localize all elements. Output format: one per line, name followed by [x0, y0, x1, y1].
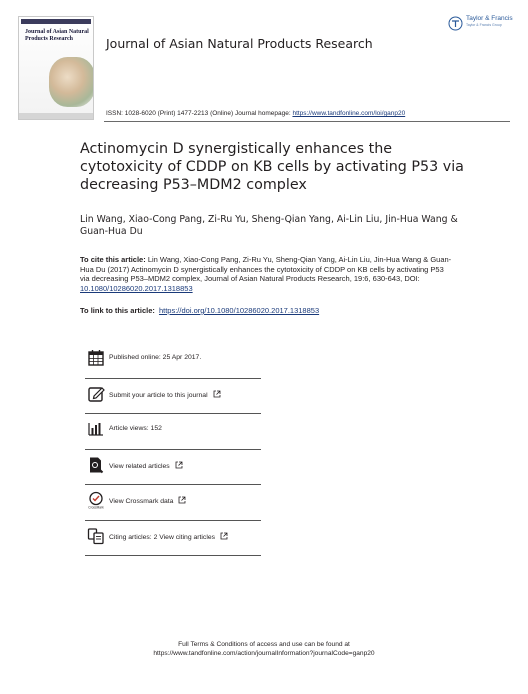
cite-text: Lin Wang, Xiao-Cong Pang, Zi-Ru Yu, Sheng-Qian Yang, Ai-Lin Liu, Jin-Hua Wang & Guan-Hua Du (2017) Actinomycin D synergistically enhances the cytotoxicity of CDDP on KB cells by activating P53 via decreasing P53–MDM2 complex, Journal of Asian Natural Products Research, 19:6, 630-643, DOI: — [80, 255, 452, 283]
external-link-icon — [213, 390, 221, 398]
bar-chart-icon — [87, 420, 105, 438]
submit-article-link[interactable]: Submit your article to this journal — [109, 391, 208, 399]
edit-icon — [87, 385, 105, 403]
article-title: Actinomycin D synergistically enhances the cytotoxicity of CDDP on KB cells by activating P53 via decreasing P53–MDM2 complex — [80, 141, 464, 193]
calendar-icon — [87, 349, 105, 367]
crossmark-icon — [87, 491, 105, 509]
terms-footer — [0, 640, 528, 658]
published-online-text: Published online: 25 Apr 2017. — [109, 354, 202, 361]
crossmark-item[interactable] — [85, 485, 261, 521]
search-document-icon — [87, 456, 105, 474]
article-authors: Lin Wang, Xiao-Cong Pang, Zi-Ru Yu, Sheng-Qian Yang, Ai-Lin Liu, Jin-Hua Wang & Guan-Hua Du — [80, 214, 458, 237]
citing-articles-link[interactable]: Citing articles: 2 View citing articles — [109, 533, 216, 541]
published-online-item — [85, 343, 261, 379]
article-views-item — [85, 414, 261, 450]
journal-title: Journal of Asian Natural Products Research — [106, 36, 373, 51]
footer-terms-text: Full Terms & Conditions of access and use can be found at — [178, 641, 350, 648]
cover-molecule-illustration — [49, 57, 94, 107]
article-info-list — [85, 343, 261, 556]
journal-homepage-link[interactable]: https://www.tandfonline.com/loi/ganp20 — [292, 110, 406, 117]
journal-cover-image — [18, 16, 94, 120]
cite-doi-link[interactable]: 10.1080/10286020.2017.1318853 — [80, 283, 193, 293]
article-link-block — [80, 306, 319, 315]
crossmark-link[interactable]: View Crossmark data — [109, 498, 174, 505]
citation-block — [80, 255, 452, 293]
cite-label: To cite this article: — [80, 255, 146, 264]
publisher-name: Taylor & Francis — [466, 15, 513, 22]
cover-journal-name: Journal of Asian Natural Products Research — [25, 29, 89, 42]
issn-text: ISSN: 1028-6020 (Print) 1477-2213 (Online) Journal homepage: — [106, 110, 293, 117]
external-link-icon — [175, 461, 183, 469]
citing-articles-item[interactable] — [85, 521, 261, 557]
taylor-francis-logo-icon — [448, 16, 463, 31]
link-label: To link to this article: — [80, 306, 155, 315]
crossmark-icon-label: CrossMark — [88, 505, 104, 509]
footer-terms-url[interactable]: https://www.tandfonline.com/action/journalInformation?journalCode=ganp20 — [153, 650, 375, 657]
submit-article-item[interactable] — [85, 379, 261, 415]
external-link-icon — [178, 496, 186, 504]
issn-line — [106, 110, 405, 117]
related-articles-link[interactable]: View related articles — [109, 462, 170, 470]
related-articles-item[interactable] — [85, 450, 261, 486]
external-link-icon — [220, 532, 228, 540]
publisher-tagline: Taylor & Francis Group — [466, 23, 502, 27]
publisher-logo[interactable] — [448, 14, 520, 34]
article-doi-url[interactable]: https://doi.org/10.1080/10286020.2017.1318853 — [158, 306, 320, 315]
header-divider — [104, 121, 510, 122]
article-views-text: Article views: 152 — [109, 425, 162, 432]
citing-articles-icon — [87, 527, 105, 545]
